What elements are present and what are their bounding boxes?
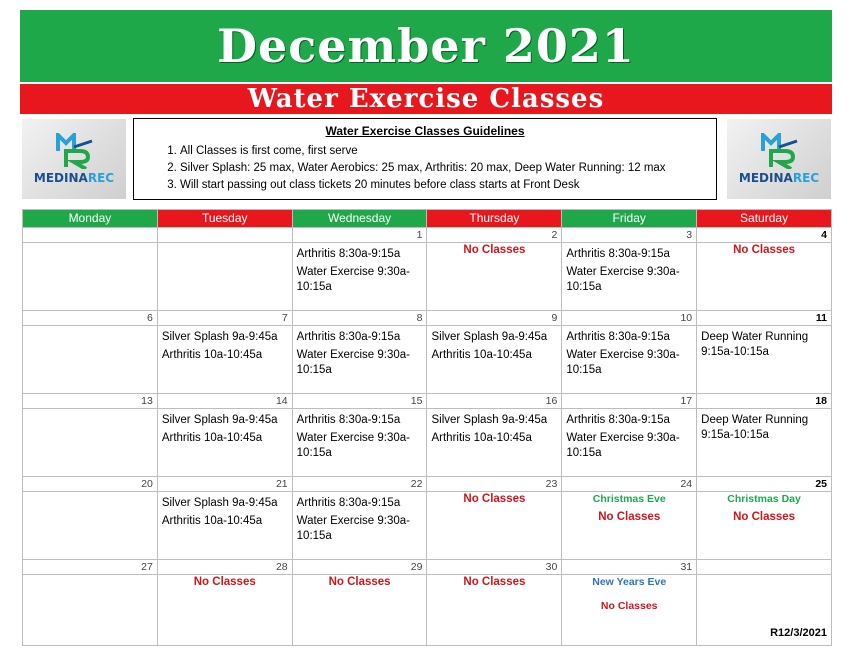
date-number: 9 bbox=[427, 311, 562, 326]
date-number: 25 bbox=[697, 477, 832, 492]
revision-date: R12/3/2021 bbox=[770, 627, 827, 639]
guideline-item: 2. Silver Splash: 25 max, Water Aerobics: 25 max, Arthritis: 20 max, Deep Water Running: 12 max bbox=[180, 160, 666, 177]
schedule-row bbox=[23, 243, 832, 311]
class-session: Water Exercise 9:30a-10:15a bbox=[566, 432, 680, 459]
date-number: 17 bbox=[562, 394, 697, 409]
day-cell bbox=[23, 326, 158, 394]
date-number-row bbox=[23, 228, 832, 243]
day-cell bbox=[562, 409, 697, 477]
date-number: 15 bbox=[292, 394, 427, 409]
class-session: Arthritis 10a-10:45a bbox=[161, 515, 263, 527]
class-session: Water Exercise 9:30a-10:15a bbox=[566, 266, 680, 293]
calendar-grid bbox=[22, 209, 832, 646]
date-number: 2 bbox=[427, 228, 562, 243]
no-classes-label: No Classes bbox=[600, 600, 658, 612]
no-classes-label: No Classes bbox=[193, 576, 256, 588]
weekday-header: Monday bbox=[23, 210, 158, 228]
mr-logo-icon bbox=[759, 133, 799, 169]
class-session: Arthritis 10a-10:45a bbox=[431, 349, 532, 361]
day-cell bbox=[292, 492, 427, 560]
date-number: 6 bbox=[23, 311, 158, 326]
weekday-header: Wednesday bbox=[292, 210, 427, 228]
guidelines-box bbox=[133, 118, 717, 200]
weekday-header: Thursday bbox=[427, 210, 562, 228]
class-session: Silver Splash 9a-9:45a bbox=[161, 331, 278, 343]
day-cell bbox=[562, 326, 697, 394]
day-cell bbox=[157, 243, 292, 311]
class-session: Arthritis 8:30a-9:15a bbox=[296, 331, 401, 343]
class-session: Arthritis 8:30a-9:15a bbox=[296, 248, 401, 260]
day-cell bbox=[697, 243, 832, 311]
day-cell bbox=[23, 492, 158, 560]
day-cell bbox=[157, 409, 292, 477]
class-session: Arthritis 10a-10:45a bbox=[161, 349, 263, 361]
class-session: Water Exercise 9:30a-10:15a bbox=[296, 515, 410, 542]
logo-text: MEDINAREC bbox=[33, 171, 115, 185]
date-number-row bbox=[23, 394, 832, 409]
date-number: 31 bbox=[562, 560, 697, 575]
guidelines-list bbox=[162, 143, 666, 194]
class-session: Silver Splash 9a-9:45a bbox=[431, 414, 548, 426]
day-cell bbox=[157, 492, 292, 560]
date-number: 1 bbox=[292, 228, 427, 243]
day-cell bbox=[157, 326, 292, 394]
logo-text: MEDINAREC bbox=[738, 171, 820, 185]
class-session: Arthritis 8:30a-9:15a bbox=[296, 497, 401, 509]
class-session: Silver Splash 9a-9:45a bbox=[161, 414, 278, 426]
class-session: Water Exercise 9:30a-10:15a bbox=[566, 349, 680, 376]
date-number: 22 bbox=[292, 477, 427, 492]
day-cell bbox=[562, 243, 697, 311]
class-session: Arthritis 8:30a-9:15a bbox=[566, 248, 670, 260]
day-cell bbox=[562, 575, 697, 646]
date-number: 13 bbox=[23, 394, 158, 409]
schedule-row bbox=[23, 326, 832, 394]
class-session: Arthritis 10a-10:45a bbox=[431, 432, 532, 444]
class-session: Water Exercise 9:30a-10:15a bbox=[296, 432, 410, 459]
day-cell bbox=[292, 326, 427, 394]
no-classes-label: No Classes bbox=[328, 576, 391, 588]
date-number: 21 bbox=[157, 477, 292, 492]
class-session: Arthritis 8:30a-9:15a bbox=[296, 414, 401, 426]
class-session: Deep Water Running 9:15a-10:15a bbox=[701, 414, 809, 441]
class-session: Silver Splash 9a-9:45a bbox=[161, 497, 278, 509]
medinarec-logo-right bbox=[727, 119, 831, 199]
date-number: 24 bbox=[562, 477, 697, 492]
day-cell bbox=[292, 575, 427, 646]
class-session: Water Exercise 9:30a-10:15a bbox=[296, 349, 410, 376]
date-number bbox=[157, 228, 292, 243]
day-cell bbox=[697, 326, 832, 394]
day-cell bbox=[427, 492, 562, 560]
no-classes-label: No Classes bbox=[463, 244, 526, 256]
holiday-label: Christmas Eve bbox=[592, 493, 666, 505]
day-cell bbox=[562, 492, 697, 560]
date-number bbox=[697, 560, 832, 575]
mr-logo-icon bbox=[54, 133, 94, 169]
guideline-item: 3. Will start passing out class tickets 20 minutes before class starts at Front Desk bbox=[180, 177, 666, 194]
date-number: 16 bbox=[427, 394, 562, 409]
class-session: Deep Water Running 9:15a-10:15a bbox=[701, 331, 809, 358]
schedule-row bbox=[23, 409, 832, 477]
date-number: 18 bbox=[697, 394, 832, 409]
date-number: 27 bbox=[23, 560, 158, 575]
day-cell bbox=[427, 243, 562, 311]
date-number: 14 bbox=[157, 394, 292, 409]
holiday-label: Christmas Day bbox=[727, 493, 801, 505]
weekday-header: Tuesday bbox=[157, 210, 292, 228]
page-subtitle: Water Exercise Classes bbox=[20, 84, 832, 114]
class-session: Silver Splash 9a-9:45a bbox=[431, 331, 548, 343]
holiday-label: New Years Eve bbox=[592, 576, 667, 588]
date-number: 7 bbox=[157, 311, 292, 326]
no-classes-label: No Classes bbox=[463, 576, 526, 588]
medinarec-logo-left bbox=[22, 119, 126, 199]
day-cell bbox=[23, 409, 158, 477]
day-cell bbox=[427, 326, 562, 394]
day-cell bbox=[292, 409, 427, 477]
guideline-item: 1. All Classes is first come, first serve bbox=[180, 143, 666, 160]
class-session: Water Exercise 9:30a-10:15a bbox=[296, 266, 410, 293]
weekday-header: Saturday bbox=[697, 210, 832, 228]
date-number: 4 bbox=[697, 228, 832, 243]
class-session: Arthritis 8:30a-9:15a bbox=[566, 331, 670, 343]
date-number: 30 bbox=[427, 560, 562, 575]
day-cell bbox=[427, 409, 562, 477]
day-cell bbox=[157, 575, 292, 646]
day-cell bbox=[23, 243, 158, 311]
no-classes-label: No Classes bbox=[463, 493, 526, 505]
day-cell bbox=[697, 409, 832, 477]
date-number: 28 bbox=[157, 560, 292, 575]
schedule-row bbox=[23, 575, 832, 646]
day-cell bbox=[427, 575, 562, 646]
day-cell bbox=[697, 492, 832, 560]
date-number-row bbox=[23, 477, 832, 492]
weekday-header-row bbox=[23, 210, 832, 228]
class-session: Arthritis 10a-10:45a bbox=[161, 432, 263, 444]
date-number: 10 bbox=[562, 311, 697, 326]
date-number: 29 bbox=[292, 560, 427, 575]
date-number-row bbox=[23, 311, 832, 326]
no-classes-label: No Classes bbox=[733, 244, 796, 256]
date-number: 23 bbox=[427, 477, 562, 492]
class-session: Arthritis 8:30a-9:15a bbox=[566, 414, 670, 426]
date-number bbox=[23, 228, 158, 243]
no-classes-label: No Classes bbox=[733, 511, 796, 523]
page-title: December 2021 bbox=[20, 10, 832, 82]
date-number: 20 bbox=[23, 477, 158, 492]
day-cell bbox=[292, 243, 427, 311]
day-cell bbox=[697, 575, 832, 646]
schedule-row bbox=[23, 492, 832, 560]
weekday-header: Friday bbox=[562, 210, 697, 228]
no-classes-label: No Classes bbox=[598, 511, 661, 523]
date-number-row bbox=[23, 560, 832, 575]
date-number: 11 bbox=[697, 311, 832, 326]
date-number: 3 bbox=[562, 228, 697, 243]
day-cell bbox=[23, 575, 158, 646]
date-number: 8 bbox=[292, 311, 427, 326]
guidelines-title: Water Exercise Classes Guidelines bbox=[325, 124, 525, 138]
